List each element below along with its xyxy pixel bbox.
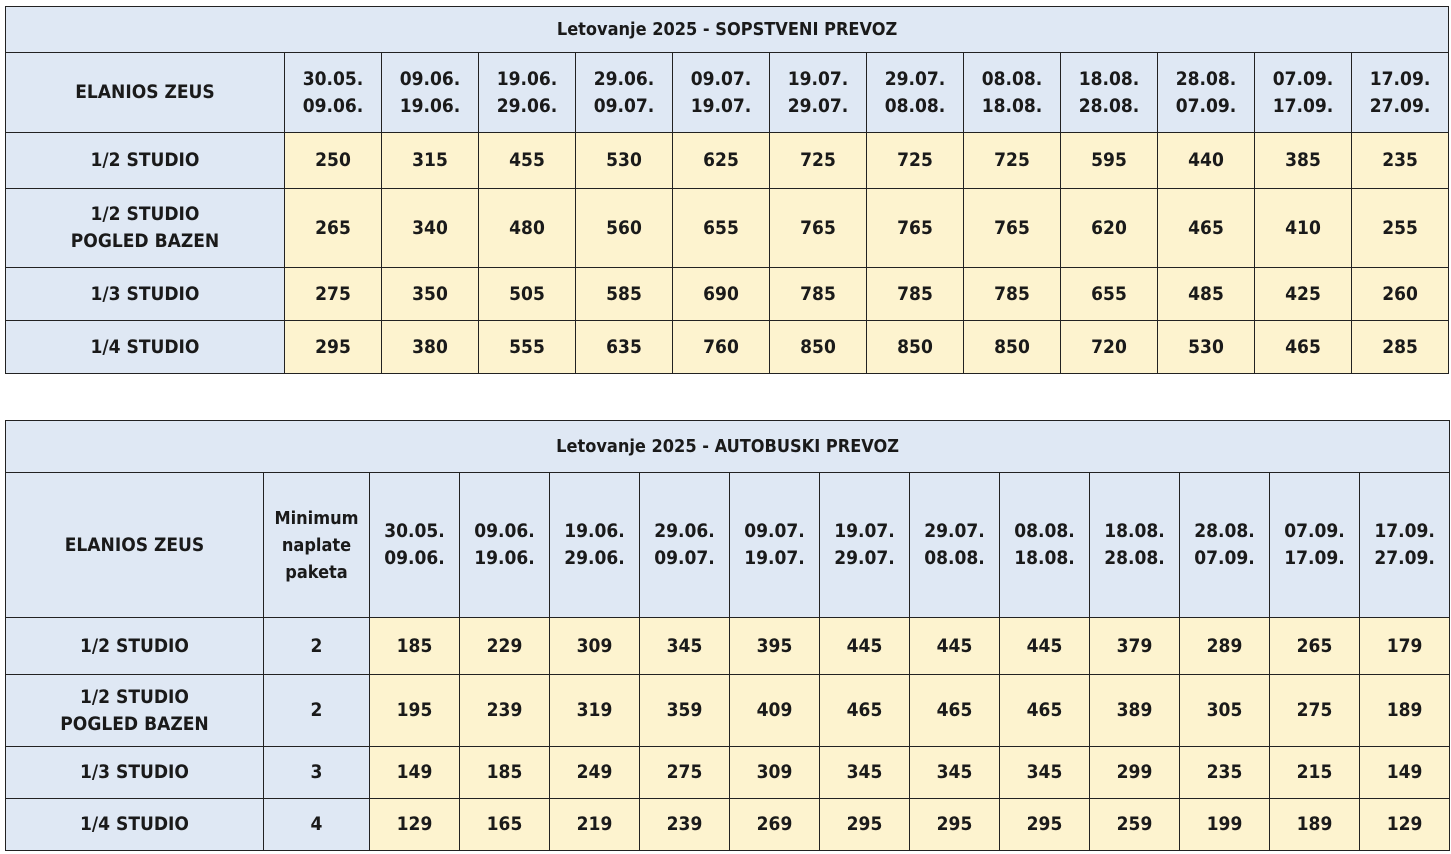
- room-type-line: 1/2 STUDIO: [80, 634, 189, 657]
- period-header: [479, 53, 576, 133]
- price-cell: 785: [867, 268, 964, 321]
- price-cell: 149: [370, 747, 460, 799]
- price-cell: 259: [1090, 799, 1180, 851]
- price-cell: 260: [1352, 268, 1449, 321]
- period-from: 29.07.: [924, 520, 985, 542]
- price-cell: 199: [1180, 799, 1270, 851]
- price-cell: 239: [460, 675, 550, 747]
- price-cell: 455: [479, 133, 576, 189]
- period-header: [460, 473, 550, 618]
- room-type-label: [6, 675, 264, 747]
- period-header: [770, 53, 867, 133]
- minimum-payment-value: 4: [264, 799, 370, 851]
- price-cell: 295: [1000, 799, 1090, 851]
- period-header: [673, 53, 770, 133]
- price-cell: 295: [910, 799, 1000, 851]
- price-cell: 295: [820, 799, 910, 851]
- price-cell: 445: [910, 618, 1000, 675]
- period-from: 18.08.: [1104, 520, 1165, 542]
- price-cell: 299: [1090, 747, 1180, 799]
- minimum-payment-value: 2: [264, 675, 370, 747]
- table-row: [6, 799, 1450, 851]
- price-cell: 149: [1360, 747, 1450, 799]
- header-row: [6, 473, 1450, 618]
- price-cell: 269: [730, 799, 820, 851]
- period-from: 28.08.: [1175, 67, 1237, 90]
- period-header: [640, 473, 730, 618]
- price-cell: 380: [382, 321, 479, 374]
- price-cell: 265: [1270, 618, 1360, 675]
- price-cell: 465: [820, 675, 910, 747]
- period-from: 07.09.: [1284, 520, 1345, 542]
- period-to: 09.06.: [384, 547, 445, 569]
- room-type-line: 1/2 STUDIO: [80, 685, 189, 708]
- table-row: [6, 675, 1450, 747]
- price-cell: 235: [1180, 747, 1270, 799]
- room-type-label: [6, 799, 264, 851]
- period-header: [1360, 473, 1450, 618]
- period-from: 29.07.: [884, 67, 946, 90]
- period-header: [576, 53, 673, 133]
- price-cell: 595: [1061, 133, 1158, 189]
- price-cell: 480: [479, 189, 576, 268]
- min-header-line: naplate: [281, 534, 352, 556]
- price-cell: 625: [673, 133, 770, 189]
- period-to: 17.09.: [1284, 547, 1345, 569]
- room-type-label: [6, 189, 285, 268]
- price-cell: 385: [1255, 133, 1352, 189]
- price-cell: 179: [1360, 618, 1450, 675]
- period-to: 17.09.: [1272, 94, 1334, 117]
- price-cell: 465: [1158, 189, 1255, 268]
- period-header: [1090, 473, 1180, 618]
- period-header: [867, 53, 964, 133]
- price-cell: 850: [867, 321, 964, 374]
- minimum-payment-value: 2: [264, 618, 370, 675]
- period-from: 19.07.: [787, 67, 849, 90]
- price-cell: 395: [730, 618, 820, 675]
- price-cell: 425: [1255, 268, 1352, 321]
- room-type-label: [6, 618, 264, 675]
- period-from: 07.09.: [1272, 67, 1334, 90]
- price-cell: 229: [460, 618, 550, 675]
- price-cell: 850: [770, 321, 867, 374]
- min-header-line: paketa: [285, 561, 348, 583]
- period-header: [730, 473, 820, 618]
- min-header-line: Minimum: [274, 507, 359, 529]
- price-cell: 760: [673, 321, 770, 374]
- period-header: [1061, 53, 1158, 133]
- price-cell: 850: [964, 321, 1061, 374]
- price-cell: 345: [820, 747, 910, 799]
- price-cell: 690: [673, 268, 770, 321]
- hotel-name: ELANIOS ZEUS: [6, 53, 285, 133]
- period-from: 09.06.: [474, 520, 535, 542]
- price-cell: 725: [770, 133, 867, 189]
- price-cell: 195: [370, 675, 460, 747]
- period-from: 29.06.: [593, 67, 655, 90]
- period-to: 19.06.: [399, 94, 461, 117]
- price-cell: 765: [867, 189, 964, 268]
- period-from: 08.08.: [1014, 520, 1075, 542]
- period-to: 29.06.: [496, 94, 558, 117]
- price-cell: 720: [1061, 321, 1158, 374]
- price-cell: 309: [730, 747, 820, 799]
- price-cell: 445: [1000, 618, 1090, 675]
- price-cell: 165: [460, 799, 550, 851]
- price-cell: 249: [550, 747, 640, 799]
- period-to: 27.09.: [1369, 94, 1431, 117]
- period-from: 30.05.: [302, 67, 364, 90]
- table-row: [6, 321, 1449, 374]
- price-cell: 345: [640, 618, 730, 675]
- table-title: Letovanje 2025 - SOPSTVENI PREVOZ: [6, 7, 1449, 53]
- period-header: [1180, 473, 1270, 618]
- period-to: 08.08.: [924, 547, 985, 569]
- period-from: 09.06.: [399, 67, 461, 90]
- price-cell: 239: [640, 799, 730, 851]
- price-cell: 345: [1000, 747, 1090, 799]
- price-table-bus-transport: [5, 420, 1450, 851]
- price-cell: 445: [820, 618, 910, 675]
- header-row: [6, 53, 1449, 133]
- price-cell: 389: [1090, 675, 1180, 747]
- period-to: 19.07.: [744, 547, 805, 569]
- price-cell: 620: [1061, 189, 1158, 268]
- period-to: 19.06.: [474, 547, 535, 569]
- table-row: [6, 133, 1449, 189]
- period-to: 07.09.: [1175, 94, 1237, 117]
- price-cell: 655: [673, 189, 770, 268]
- hotel-name: ELANIOS ZEUS: [6, 473, 264, 618]
- price-cell: 585: [576, 268, 673, 321]
- minimum-payment-value: 3: [264, 747, 370, 799]
- price-cell: 189: [1360, 675, 1450, 747]
- period-to: 19.07.: [690, 94, 752, 117]
- price-cell: 555: [479, 321, 576, 374]
- price-cell: 295: [285, 321, 382, 374]
- period-header: [1352, 53, 1449, 133]
- period-to: 29.07.: [834, 547, 895, 569]
- price-cell: 265: [285, 189, 382, 268]
- price-cell: 530: [1158, 321, 1255, 374]
- table-row: [6, 189, 1449, 268]
- period-from: 28.08.: [1194, 520, 1255, 542]
- price-cell: 340: [382, 189, 479, 268]
- period-header: [1270, 473, 1360, 618]
- price-cell: 350: [382, 268, 479, 321]
- price-cell: 765: [964, 189, 1061, 268]
- price-cell: 725: [964, 133, 1061, 189]
- price-cell: 275: [1270, 675, 1360, 747]
- period-header: [285, 53, 382, 133]
- room-type-line: 1/3 STUDIO: [90, 282, 200, 305]
- room-type-line: POGLED BAZEN: [60, 712, 209, 735]
- period-to: 09.07.: [654, 547, 715, 569]
- price-cell: 485: [1158, 268, 1255, 321]
- room-type-line: 1/3 STUDIO: [80, 761, 189, 783]
- period-from: 19.07.: [834, 520, 895, 542]
- price-cell: 185: [370, 618, 460, 675]
- period-from: 30.05.: [384, 520, 445, 542]
- table-row: [6, 268, 1449, 321]
- price-cell: 530: [576, 133, 673, 189]
- price-cell: 129: [1360, 799, 1450, 851]
- period-to: 07.09.: [1194, 547, 1255, 569]
- period-to: 29.06.: [564, 547, 625, 569]
- price-table-own-transport: [5, 6, 1449, 374]
- room-type-label: [6, 268, 285, 321]
- period-header: [550, 473, 640, 618]
- room-type-line: 1/4 STUDIO: [80, 813, 189, 835]
- price-cell: 285: [1352, 321, 1449, 374]
- price-cell: 359: [640, 675, 730, 747]
- price-cell: 465: [910, 675, 1000, 747]
- price-cell: 765: [770, 189, 867, 268]
- period-header: [1000, 473, 1090, 618]
- price-cell: 275: [640, 747, 730, 799]
- price-cell: 345: [910, 747, 1000, 799]
- price-cell: 785: [770, 268, 867, 321]
- period-to: 08.08.: [884, 94, 946, 117]
- price-cell: 409: [730, 675, 820, 747]
- period-header: [370, 473, 460, 618]
- period-from: 19.06.: [564, 520, 625, 542]
- price-cell: 189: [1270, 799, 1360, 851]
- price-cell: 215: [1270, 747, 1360, 799]
- room-type-line: 1/2 STUDIO: [90, 203, 200, 225]
- price-cell: 410: [1255, 189, 1352, 268]
- period-header: [382, 53, 479, 133]
- table-row: [6, 618, 1450, 675]
- room-type-label: [6, 321, 285, 374]
- minimum-payment-header: [264, 473, 370, 618]
- price-cell: 505: [479, 268, 576, 321]
- price-cell: 305: [1180, 675, 1270, 747]
- price-cell: 635: [576, 321, 673, 374]
- price-cell: 235: [1352, 133, 1449, 189]
- period-header: [820, 473, 910, 618]
- period-header: [1255, 53, 1352, 133]
- period-header: [910, 473, 1000, 618]
- period-header: [1158, 53, 1255, 133]
- period-from: 08.08.: [981, 67, 1043, 90]
- period-header: [964, 53, 1061, 133]
- period-from: 19.06.: [496, 67, 558, 90]
- table-title: Letovanje 2025 - AUTOBUSKI PREVOZ: [6, 421, 1450, 473]
- room-type-label: [6, 133, 285, 189]
- price-cell: 289: [1180, 618, 1270, 675]
- period-from: 29.06.: [654, 520, 715, 542]
- period-from: 17.09.: [1374, 520, 1435, 542]
- price-cell: 560: [576, 189, 673, 268]
- period-to: 27.09.: [1374, 547, 1435, 569]
- price-cell: 655: [1061, 268, 1158, 321]
- price-cell: 255: [1352, 189, 1449, 268]
- period-from: 18.08.: [1078, 67, 1140, 90]
- period-from: 17.09.: [1369, 67, 1431, 90]
- period-to: 28.08.: [1078, 94, 1140, 117]
- price-cell: 315: [382, 133, 479, 189]
- price-cell: 309: [550, 618, 640, 675]
- room-type-line: 1/4 STUDIO: [90, 335, 200, 358]
- price-cell: 785: [964, 268, 1061, 321]
- period-to: 09.07.: [593, 94, 655, 117]
- period-to: 09.06.: [302, 94, 364, 117]
- period-to: 28.08.: [1104, 547, 1165, 569]
- table-row: [6, 747, 1450, 799]
- price-cell: 440: [1158, 133, 1255, 189]
- price-cell: 185: [460, 747, 550, 799]
- price-cell: 465: [1000, 675, 1090, 747]
- period-to: 18.08.: [1014, 547, 1075, 569]
- period-to: 29.07.: [787, 94, 849, 117]
- period-from: 09.07.: [690, 67, 752, 90]
- price-cell: 250: [285, 133, 382, 189]
- price-cell: 129: [370, 799, 460, 851]
- period-from: 09.07.: [744, 520, 805, 542]
- price-cell: 725: [867, 133, 964, 189]
- period-to: 18.08.: [981, 94, 1043, 117]
- price-cell: 219: [550, 799, 640, 851]
- price-cell: 275: [285, 268, 382, 321]
- room-type-label: [6, 747, 264, 799]
- price-cell: 319: [550, 675, 640, 747]
- price-cell: 379: [1090, 618, 1180, 675]
- room-type-line: 1/2 STUDIO: [90, 149, 200, 171]
- price-cell: 465: [1255, 321, 1352, 374]
- room-type-line: POGLED BAZEN: [70, 230, 220, 252]
